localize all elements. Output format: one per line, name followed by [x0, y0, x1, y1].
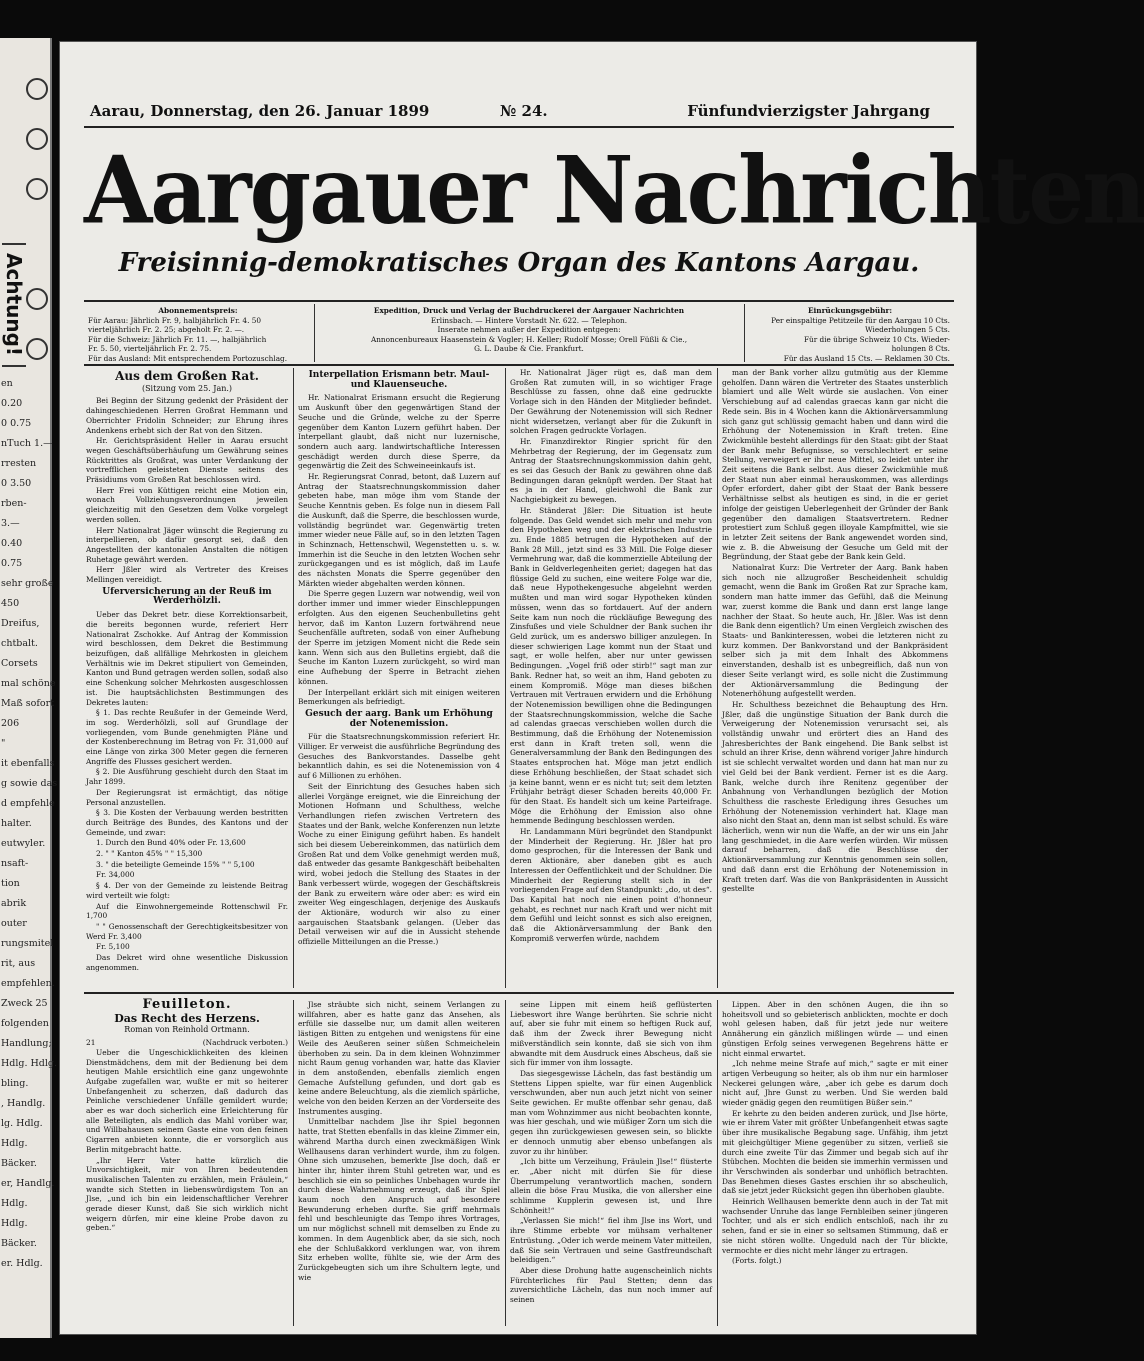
edge-text-fragment: 206 [1, 718, 20, 729]
edge-text-fragment: rit, aus [1, 958, 36, 969]
feuilleton-meta [86, 1038, 288, 1048]
paragraph: Hr. Ständerat Jßler: Die Situation ist heute folgende. Das Geld wendet sich mehr und mehr von den Hypotheken weg und der elektrischen Industrie zu. Ende 1885 betrugen die Hypotheken auf der Bank 28 Mill., jetzt sind es 33 Mill. Die Folge dieser Vermehrung war, daß die kommerzielle Abteilung der Bank in Geldverlegenheiten geriet; dagegen hat das flüssige Geld zu suchen, eine weitere Folge war die, daß neue Hypothekengesuche abgelehnt werden mußten und man wird sogar Hypotheken künden müssen, wenn das so fortdauert. Auf der andern Seite kam nun noch die rückläufige Bewegung des Zinsfußes und viele Schuldner der Bank suchen ihr Geld zurück, um es anderswo billiger anzulegen. In dieser schwierigen Lage kommt nun der Staat und sagt, er wolle helfen, aber nur unter gewissen Bedingungen. „Vogel friß oder stirb!“ sagt man zur Bank. Redner hat, so weit an ihm, Hand geboten zu einem Kompromiß. Möge man dieses bißchen Vertrauen mit Vertrauen erwidern und die Erhöhung der Notenemission bewilligen ohne die Bedingungen der Staatsrechnungskommission, welche die Sache ad calendas graecas verschieben wollen durch die Bestimmung, daß die Erhöhung der Notenemission erst dann in Kraft treten soll, wenn die Generalversammlung der Bank den Bedingungen des Staates entsprochen hat. Möge man jetzt endlich diese Erhöhung beschließen, der Staat schadet sich ja keine bannt, wenn er es nicht tut; seit dem letzten Frühjahr beträgt dieser Schaden bereits 40,000 Fr. für den Staat. Es handelt sich um keine Parteifrage. Möge die Erhöhung der Emission also ohne hemmende Bedingung beschlossen werden. [510, 505, 712, 826]
edge-text-fragment: 450 [1, 598, 20, 609]
paragraph: Der Regierungsrat ist ermächtigt, das nötige Personal anzustellen. [86, 787, 288, 807]
paragraph: Hr. Regierungsrat Conrad, betont, daß Luzern auf Antrag der Staatsrechnungskommission daher gebeten habe, man möge ihm vom Stande der Seuche Kenntnis geben. Es folge nun in diesem Fall die Auskunft, daß die Sperre, die beschlossen wurde, vollständig begründet war. Gegenwärtig treten immer wieder neue Fälle auf, so in den letzten Tagen in Schinznach, Hettenschwil, Wegenstetten u. s. w. Immerhin ist die Seuche in den letzten Wochen sehr zurückgegangen und es ist möglich, daß im Laufe des nächsten Monats die Sperre gegenüber den Märkten wieder abgehalten werden können. [298, 472, 500, 588]
installment-number: 21 [86, 1038, 96, 1048]
edge-text-fragment: it ebenfalls [1, 758, 55, 769]
feuilleton-label: Feuilleton. [142, 997, 232, 1012]
paragraph: Nationalrat Kurz: Die Vertreter der Aarg. Bank haben sich noch nie allzugroßer Bescheidenheit schuldig gemacht, wenn die Bank im Großen Rat zur Sprache kam, sondern man hatte immer das Gefühl, daß die Meinung war, zuerst komme die Bank und dann erst lange lange nachher der Staat. So heute auch, Hr. Jßler. Was ist denn die Bank denn eigentlich? Um einen Vergleich zwischen des Staats- und Bankinteressen, wobei die letzteren nicht zu kurz kommen. Der Bankvorstand und der Bankpräsident selber sich ja mit dem Inhalt des Abkommens einverstanden, deshalb ist es unbegreiflich, daß nun von dieser Seite verlangt wird, es solle nicht die Zustimmung der Aktionärversammlung die Bedingung der Notenerhöhung aufgestellt werden. [722, 563, 948, 699]
article-title: Interpellation Erismann betr. Maul- und Klauenseuche. [308, 370, 490, 390]
feuilleton-col-1 [86, 997, 288, 1326]
edge-text-fragment: folgenden [1, 1018, 49, 1029]
info-line: Erlinsbach. — Hintere Vorstadt Nr. 622. — Telephon. [430, 315, 628, 325]
edge-text-fragment: tion [1, 878, 20, 889]
edge-text-fragment: en [1, 378, 13, 389]
reprint-notice: (Nachdruck verboten.) [202, 1038, 288, 1048]
paragraph: Bei Beginn der Sitzung gedenkt der Präsident der dahingeschiedenen Herren Großrat Hemmann und Oberrichter Fridolin Schneider; zur Ehrung ihres Andenkens erhebt sich der Rat von den Sitzen. [86, 396, 288, 435]
paragraph: § 2. Die Ausführung geschieht durch den Staat im Jahr 1899. [86, 767, 288, 787]
achtung-banner: Achtung! [2, 243, 26, 367]
paragraph: Lippen. Aber in den schönen Augen, die ihn so hoheitsvoll und so gebieterisch anblickten, mochte er doch wohl gelesen haben, daß für jetzt jede nur weitere Annäherung ein gänzlich mißlingen würde — und einen günstigen Erfolg seines verwegenen Begehrens hätte er nicht einmal erwartet. [722, 1000, 948, 1058]
publication-info-bar [84, 300, 954, 366]
paragraph: Hr. Finanzdirektor Ringier spricht für den Mehrbetrag der Regierung, der im Gegensatz zum Antrag der Staatsrechnungskommission dahin geht, es sei das Gesuch der Bank zu gewähren ohne daß Bedingungen daran geknüpft werden. Der Staat hat es ja in der Hand, gleichwohl die Bank zur Nachgiebigkeit zu bewegen. [510, 436, 712, 505]
article-bank-debate-cont [722, 368, 948, 988]
subscription-prices [88, 306, 308, 362]
divider [314, 304, 315, 362]
edge-text-fragment: g sowie das [1, 778, 58, 789]
paragraph: Aber diese Drohung hatte augenscheinlich nichts Fürchterliches für Paul Stetten; denn das zuversichtliche Lächeln, das nun noch immer auf seinen [510, 1265, 712, 1305]
edge-text-fragment: 0 3.50 [1, 478, 32, 489]
edge-text-fragment: " [1, 738, 6, 749]
paragraph: Heinrich Wellhausen bemerkte denn auch in der Tat mit wachsender Unruhe das lange Fernbleiben seiner jüngeren Tochter, und als er sich endlich entschloß, nach ihr zu sehen, fand er sie in einer so seltsamen Stimmung, daß er sie nicht stören wollte. Ungeduld nach der Tür blickte, vermochte er dies nicht mehr länger zu ertragen. [722, 1197, 948, 1255]
feuilleton-byline: Roman von Reinhold Ortmann. [124, 1025, 250, 1035]
edge-text-fragment: halter. [1, 818, 32, 829]
paragraph: Jlse sträubte sich nicht, seinem Verlangen zu willfahren, aber es hatte ganz das Ansehen, als erfülle sie dasselbe nur, um damit allen weiteren lästigen Bitten zu entgehen und wenigstens für eine Weile des Aeußeren seiner süßen Schmeichelein überhoben zu sein. Da in dem kleinen Wohnzimmer nicht Raum genug vorhanden war, hatte das Klavier in dem anstoßenden, ebenfalls ziemlich engen Gemache Aufstellung gefunden, und dort gab es keine andere Beleuchtung, als die ziemlich spärliche, welche von den beiden Kerzen an der Vorderseite des Instrumentes ausging. [298, 1000, 500, 1116]
info-line: holungen 8 Cts. [891, 344, 950, 354]
feuilleton-col-2 [298, 1000, 500, 1326]
edge-text-fragment: Maß sofort [1, 698, 54, 709]
ad-rates [750, 306, 950, 362]
article-subhead: Uferversicherung an der Reuß im Werderhölzli. [102, 586, 272, 607]
column-divider [717, 1000, 718, 1326]
issue-date: Aarau, Donnerstag, den 26. Januar 1899 [90, 102, 430, 120]
edge-text-fragment: 0.75 [1, 558, 23, 569]
edge-text-fragment: eutwyler. [1, 838, 46, 849]
paragraph: 3. " die beteiligte Gemeinde 15% " " 5,100 [96, 859, 255, 869]
edge-text-fragment: nsaft- [1, 858, 29, 869]
edge-text-fragment: Hdlg. [1, 1198, 28, 1209]
edge-text-fragment: Bäcker. [1, 1238, 37, 1249]
edge-text-fragment: rresten [1, 458, 37, 469]
column-divider [717, 368, 718, 988]
article-interpellation [298, 368, 500, 988]
edge-text-fragment: chtbalt. [1, 638, 38, 649]
paragraph: Hr. Gerichtspräsident Heller in Aarau ersucht wegen Geschäftsüberhäufung um Gewährung seines Rücktrittes als Großrat, was unter Verdankung der vortrefflichen geleisteten Dienste seitens des Präsidiums vom Großen Rat beschlossen wird. [86, 436, 288, 485]
paragraph: Der Interpellant erklärt sich mit einigen weiteren Bemerkungen als befriedigt. [298, 687, 500, 707]
top-rule [84, 126, 954, 128]
paragraph: § 1. Das rechte Reußufer in der Gemeinde Werd, im sog. Werderhölzli, soll auf Grundlage der vorliegenden, vom Bunde genehmigten Pläne und der Kostenberechnung im Betrag von Fr. 31,000 auf eine Länge von zirka 300 Meter gegen die ferneren Angriffe des Flusses gesichert werden. [86, 708, 288, 766]
paragraph: " " Genossenschaft der Gerechtigkeitsbesitzer von Werd Fr. 3,400 [86, 921, 288, 941]
paragraph: „Verlassen Sie mich!“ fiel ihm Jlse ins Wort, und ihre Stimme erbebte vor mühsam verhaltener Entrüstung. „Oder ich werde meinem Vater mitteilen, daß Sie sein Vertrauen und seine Gastfreundschaft beleidigen.“ [510, 1216, 712, 1265]
article-bank-debate [510, 368, 712, 988]
volume-year: Fünfundvierzigster Jahrgang [687, 102, 930, 120]
paragraph: 2. " " Kanton 45% " " 15,300 [96, 849, 203, 859]
divider [744, 304, 745, 362]
info-line: vierteljährlich Fr. 2. 25; abgeholt Fr. 2. —. [88, 325, 245, 335]
paragraph: § 4. Der von der Gemeinde zu leistende Beitrag wird verteilt wie folgt: [86, 881, 288, 900]
paragraph: Seit der Einrichtung des Gesuches haben sich allerlei Vorgänge ereignet, wie die Einreichung der Motionen Hofmann und Schulthess, welche Verhandlungen riefen zwischen Vertretern des Staates und der Bank, welche Konferenzen nun letzte Woche zu einer Einigung geführt haben. Es handelt sich bei diesem Uebereinkommen, das natürlich dem Großen Rat und dem Volke genehmigt werden muß, daß entweder das gesamte Bankgeschäft beibehalten wird, wobei jedoch die Stellung des Staates in der Bank verbessert würde, wogegen der Geschäftskreis der Bank zu erweitern wäre oder aber: es wird ein zweiter Weg eingeschlagen, derjenige des Auskaufs der Aktionäre, wodurch wir also zu einer aargauischen Staatsbank gelangen. (Ueber das Detail verweisen wir auf die in Aussicht stehende offizielle Mitteilungen an die Presse.) [298, 781, 500, 947]
paragraph: Auf die Einwohnergemeinde Rottenschwil Fr. 1,700 [86, 901, 288, 921]
edge-text-fragment: 0 0.75 [1, 418, 32, 429]
info-line: Wiederholungen 5 Cts. [865, 325, 950, 335]
edge-text-fragment: abrik [1, 898, 27, 909]
edge-text-fragment: Hdlg. Hdlg. [1, 1058, 58, 1069]
edge-text-fragment: bling. [1, 1078, 29, 1089]
edge-text-fragment: Corsets [1, 658, 38, 669]
paragraph: Die Sperre gegen Luzern war notwendig, weil von dorther immer und immer wieder Einschleppungen erfolgten. Aus den eigenen Seuchenbulletins geht hervor, daß im Kanton Luzern fortwährend neue Seuchenfälle auftreten, sodaß von einer Aufhebung der Sperre im jetzigen Moment nicht die Rede sein kann. Wenn sich aus den Bulletins ergiebt, daß die Seuche im Kanton Luzern zurückgeht, so wird man eine Aufhebung der Sperre in Betracht ziehen können. [298, 589, 500, 686]
paragraph: § 3. Die Kosten der Verbauung werden bestritten durch Beiträge des Bundes, des Kantons und der Gemeinde, und zwar: [86, 808, 288, 837]
info-line: Per einspaltige Petitzeile für den Aargau 10 Cts. [771, 315, 950, 325]
info-line: Annoncenbureaux Haasenstein & Vogler; H. Keller; Rudolf Mosse; Orell Füßli & Cie., [370, 334, 688, 344]
paragraph: Herr Jßler wird als Vertreter des Kreises Mellingen vereidigt. [86, 565, 288, 585]
paragraph: Herr Frei von Küttigen reicht eine Motion ein, wonach Vollziehungsverordnungen jeweilen gleichzeitig mit den Gesetzen dem Volke vorgelegt werden sollen. [86, 485, 288, 524]
edge-text-fragment: er, Handlg. [1, 1178, 55, 1189]
paragraph: Das siegesgewisse Lächeln, das fast beständig um Stettens Lippen spielte, war für einen Augenblick verschwunden, aber nun auch jetzt nicht von seiner Seite gewichen. Er mußte offenbar sehr genau, daß man vom Wohnzimmer aus nicht beobachten konnte, was hier geschah, und wie müßiger Zorn um sich die gegen ihn zurückgewiesen gewesen sein, so blickte er dennoch unmutig aber ebenso unbefangen als zuvor zu ihr hinüber. [510, 1068, 712, 1156]
info-line: Fr. 5. 50, vierteljährlich Fr. 2. 75. [88, 344, 212, 354]
issue-number: № 24. [500, 102, 548, 120]
edge-text-fragment: sehr große [1, 578, 54, 589]
paragraph: „Ich bitte um Verzeihung, Fräulein Jlse!“ flüsterte er. „Aber nicht mit dürfen Sie für diese Überrumpelung verantwortlich machen, sondern allein die böse Frau Musika, die von allersher eine schlimme Kupplerin gewesen ist, und Ihre Schönheit!“ [510, 1157, 712, 1215]
edge-text-fragment: 3.— [1, 518, 20, 529]
info-line: Für das Ausland: Mit entsprechendem Portozuschlag. [88, 353, 288, 363]
edge-text-fragment: 0.20 [1, 398, 23, 409]
edge-text-fragment: empfehlen. [1, 978, 55, 989]
feuilleton-title: Das Recht des Herzens. [114, 1011, 260, 1025]
newspaper-page [60, 42, 1144, 1334]
article-grosser-rat [86, 368, 288, 988]
paragraph: Für die Staatsrechnungskommission referiert Hr. Villiger. Er verweist die ausführliche Begründung des Gesuches des Bankvorstandes. Dasselbe geht bekanntlich dahin, es sei die Notenemission von 4 auf 6 Millionen zu erhöhen. [298, 732, 500, 781]
feuilleton-col-4 [722, 1000, 948, 1326]
column-divider [505, 1000, 506, 1326]
flower-ornament-icon [26, 288, 48, 310]
edge-text-fragment: Dreifus, [1, 618, 40, 629]
paragraph: man der Bank vorher allzu gutmütig aus der Klemme geholfen. Dann wären die Vertreter des Staates unsterblich blamiert und alle Welt würde sie auslachen. Von einer Verschiebung auf ad calendas graecas kann gar nicht die Rede sein. Bis in 4 Wochen kann die Aktionärversammlung sich ganz gut schlüssig gemacht haben und dann wird die Erhöhung der Notenemission in Kraft treten. Eine Zwickmühle besteht allerdings für den Staat: gibt der Staat der Bank mehr Befugnisse, so verschlechtert er seine Stellung, verweigert er ihr neue Mittel, so leidet unter ihr Zeit seitens die Bank selbst. Aus dieser Zwickmühle muß der Staat nun aber einmal herauskommen, was allerdings Opfer erfordert, daher gibt der Staat der Bank bessere Verhältnisse selbst als heutigen es sind, in die er geriet infolge der geistigen Ueberlegenheit der Gründer der Bank gegenüber den damaligen Staatsvertretern. Redner protestiert zum Schluß gegen illoyale Kampfmittel, wie sie in letzter Zeit seitens der Bank angewendet worden sind, wie z. B. die Abweisung der Gesuche um Geld mit der Begründung, der Staat gebe der Bank kein Geld. [722, 368, 948, 562]
flower-ornament-icon [26, 78, 48, 100]
paragraph: Hr. Nationalrat Erismann ersucht die Regierung um Auskunft über den gegenwärtigen Stand der Seuche und die Gründe, welche zu der Sperre gegenüber dem Kanton Luzern geführt haben. Der Interpellant glaubt, daß nicht nur luzernische, sondern auch aarg. landwirtschaftliche Interessen geschädigt werden durch diese Sperre, da gegenwärtig die Zeit des Schweineeinkaufs ist. [298, 393, 500, 471]
subscription-title: Abonnementspreis: [158, 306, 238, 315]
masthead-subtitle: Freisinnig-demokratisches Organ des Kantons Aargau. [118, 248, 920, 278]
edge-text-fragment: 0.40 [1, 538, 23, 549]
paragraph: Fr. 34,000 [96, 870, 135, 880]
edge-text-fragment: Hdlg. [1, 1218, 28, 1229]
feuilleton-col-3 [510, 1000, 712, 1326]
edge-text-fragment: d empfehle [1, 798, 55, 809]
article-caption: (Sitzung vom 25. Jan.) [141, 383, 233, 393]
edge-text-fragment: nTuch 1.— [1, 438, 53, 449]
paragraph: Ueber die Ungeschicklichkeiten des kleinen Dienstmädchens, dem mit der Bedienung bei dem heutigen Mahle ersichtlich eine ganz ungewohnte Aufgabe zugefallen war, wußte er mit so heiterer Unbefangenheit zu scherzen, daß dadurch das Peinliche verschiedener Unfälle gemildert wurde; aber es war doch sicherlich eine Erleichterung für alle Beteiligten, als endlich das Mahl vorüber war, und Willbahausen seinem Gaste eine von den feinen Cigarren anbieten konnte, die er vorsorglich aus Berlin mitgebracht hatte. [86, 1047, 288, 1154]
article-title: Aus dem Großen Rat. [115, 369, 259, 383]
info-line: Für die Schweiz: Jährlich Fr. 11. —, halbjährlich [88, 334, 267, 344]
masthead: Aargauer Nachrichten [84, 135, 1144, 245]
edge-text-fragment: Handlung; [1, 1038, 52, 1049]
edge-text-fragment: , Handlg. [1, 1098, 46, 1109]
paragraph: seine Lippen mit einem heiß geflüsterten Liebeswort ihre Wange berührten. Sie schrie nicht auf, aber sie fuhr mit einem so heftigen Ruck auf, daß ihm der Zweck ihrer Bewegung nicht mißverständlich sein konnte, daß sie sich von ihm abwandte mit dem Ausdruck eines Abscheus, daß sie sich für immer von ihm lossagte. [510, 1000, 712, 1068]
info-line: Für die übrige Schweiz 10 Cts. Wieder- [803, 334, 950, 344]
paragraph: Unmittelbar nachdem Jlse ihr Spiel begonnen hatte, trat Stetten ebenfalls in das kleine Zimmer ein, während Martha durch einen zweckmäßigen Wink Wellhausens daran verhindert wurde, ihm zu folgen. Ohne sich umzusehen, bemerkte Jlse doch, daß er hinter ihr, hinter ihrem Stuhl getreten war, und es beschlich sie ein so peinliches Unbehagen wurde ihr durch diese Wahrnehmung erzeugt, daß ihr Spiel kaum noch den Anspruch auf besondere Bewunderung erheben durfte. Sie griff mehrmals fehl und beschleunigte das Tempo ihres Vortrages, um nur möglichst schnell mit demselben zu Ende zu kommen. In dem Augenblick aber, da sie sich, noch ehe der Schlußakkord verklungen war, von ihrem Sitz erheben wollte, fühlte sie, wie der Arm des Zurückgebeugten sich um ihre Schultern legte, und wie [298, 1117, 500, 1282]
edge-text-fragment: rungsmitel [1, 938, 54, 949]
info-line: Inserate nehmen außer der Expedition entgegen: [437, 325, 621, 335]
paragraph: Fr. 5,100 [96, 942, 130, 952]
paragraph: Hr. Schulthess bezeichnet die Behauptung des Hrn. Jßler, daß die ungünstige Situation der Bank durch die Verweigerung der Notenemission verursacht sei, als vollständig unwahr und erörtert dies an Hand des Jahresberichtes der Bank eingehend. Die Bank selbst ist schuld an ihrer Krise, denn während voriger Jahre hindurch ist sie schlecht verwaltet worden und dann hat man nur zu viel Geld bei der Bank verdient. Ferner ist es die Aarg. Bank, welche durch ihre Renitenz gegenüber der Anbahnung von Verhandlungen bezüglich der Motion Schulthess die rascheste Erledigung ihres Gesuches um Erhöhung der Notenemission verhindert hat. Klage man also nicht den Staat an, denn man ist selbst schuld. Es wäre lächerlich, wenn wir nun die Waffe, an der wir uns ein Jahr lang geschmiedet, in die Aare werfen würden. Wir müssen darauf beharren, daß die Beschlüsse der Aktionärversammlung zur Kenntnis genommen sein sollen, und daß dann erst die Erhöhung der Notenemission in Kraft treten darf. Was die von Bankpräsidenten in Aussicht gestellte [722, 699, 948, 894]
publisher-info [320, 306, 738, 362]
column-divider [505, 368, 506, 988]
paragraph: „Ich nehme meine Strafe auf mich,“ sagte er mit einer artigen Verbeugung so heiter, als ob ihm nur ein harmloser Neckerei gelungen wäre, „aber ich gebe es darum doch nicht auf, Jhre Gunst zu werben. Und Sie werden bald wieder gnädig gegen den reumütigen Büßer sein.“ [722, 1059, 948, 1108]
paragraph: Hr. Landammann Müri begründet den Standpunkt der Minderheit der Regierung. Hr. Jßler hat pro domo gesprochen, für die Interessen der Bank und deren Aktionäre, aber daneben gibt es auch Interessen der Oeffentlichkeit und der Schuldner. Die Minderheit der Regierung stellt sich in der vorliegenden Frage auf den Standpunkt: „do, ut des“. Das Kapital hat noch nie einen point d'honneur gehabt, es rechnet nur nach Kraft und wer nicht mit dem Gefühl und leicht sonnst es sich also ereignen, daß die Aktionärversammlung der Bank den Kompromiß verwerfen würde, nachdem [510, 827, 712, 943]
edge-text-fragment: rben- [1, 498, 27, 509]
paragraph: Ueber das Dekret betr. diese Korrektionsarbeit, die bereits begonnen wurde, referiert Herr Nationalrat Zschokke. Auf Antrag der Kommission wird beschlossen, dem Dekret die Bestimmung beizufügen, daß allfällige Mehrkosten in gleichem Verhältnis wie im Dekret stipuliert von Gemeinden, Kanton und Bund getragen werden sollen, sodaß also eine Schenkung solcher Mehrkosten ausgeschlossen ist. Die hauptsächlichsten Bestimmungen des Dekretes lauten: [86, 610, 288, 707]
info-line: Für Aarau: Jährlich Fr. 9, halbjährlich Fr. 4. 50 [88, 315, 261, 325]
edge-text-fragment: lg. Hdlg. [1, 1118, 43, 1129]
article-subhead: Gesuch der aarg. Bank um Erhöhung der Notenemission. [305, 708, 493, 729]
info-line: Für das Ausland 15 Cts. — Reklamen 30 Cts. [783, 353, 950, 363]
edge-text-fragment: er. Hdlg. [1, 1258, 43, 1269]
previous-page-edge [0, 38, 58, 1338]
edge-text-fragment: Hdlg. [1, 1138, 28, 1149]
paragraph: Hr. Nationalrat Jäger rügt es, daß man dem Großen Rat zumuten will, in so wichtiger Frage Beschlüsse zu fassen, ohne daß eine gedruckte Vorlage sich in den Händen der Mitglieder befindet. Der Gewährung der Notenemission will sich Redner nicht widersetzen, verlangt aber für die Zukunft in solchen Fragen gedruckte Vorlagen. [510, 368, 712, 436]
paragraph: (Forts. folgt.) [732, 1256, 782, 1266]
edge-text-fragment: mal schöne [1, 678, 56, 689]
edge-text-fragment: Bäcker. [1, 1158, 37, 1169]
edge-text-fragment: Zweck 25 [1, 998, 48, 1009]
paragraph: Das Dekret wird ohne wesentliche Diskussion angenommen. [86, 953, 288, 972]
paragraph: „Ihr Herr Vater hatte kürzlich die Unvorsichtigkeit, mir von Ihren bedeutenden musikalischen Talenten zu erzählen, mein Fräulein,“ wandte sich Stetten in liebenswürdigstem Ton an Jlse, „und ich bin ein leidenschaftlicher Verehrer gerade dieser Kunst, daß Sie sich wirklich nicht weigern dürfen, mir eine kleine Probe davon zu geben.“ [86, 1155, 288, 1233]
paragraph: Er kehrte zu den beiden anderen zurück, und Jlse hörte, wie er ihrem Vater mit größter Unbefangenheit etwas sagte über ihre musikalische Begabung sage. Unfähig, ihm jetzt mit gleichgültiger Miene gegenüber zu sitzen, verließ sie durch eine zweite Tür das Zimmer und begab sich auf ihr Stübchen. Mochten die beiden sie immerhin vermissen und ihr Verschwinden als sonderbar und unhöflich betrachten. Das Benehmen dieses Gastes erschien ihr so abscheulich, daß sie jetzt jeder Rücksicht gegen ihn überhoben glaubte. [722, 1108, 948, 1196]
edge-text-fragment: outer [1, 918, 27, 929]
paragraph: Herr Nationalrat Jäger wünscht die Regierung zu interpellieren, ob dafür gesorgt sei, daß den Angestellten der kantonalen Anstalten die nötigen Ruhetage gewährt werden. [86, 525, 288, 564]
column-divider [293, 1000, 294, 1326]
feuilleton-rule [84, 992, 954, 994]
flower-ornament-icon [26, 178, 48, 200]
publisher-title: Expedition, Druck und Verlag der Buchdruckerei der Aargauer Nachrichten [373, 306, 685, 315]
dateline [90, 100, 930, 124]
info-line: G. L. Daube & Cie. Frankfurt. [474, 344, 584, 354]
ad-rates-title: Einrückungsgebühr: [807, 306, 893, 315]
paragraph: 1. Durch den Bund 40% oder Fr. 13,600 [96, 838, 246, 848]
flower-ornament-icon [26, 338, 48, 360]
column-divider [293, 368, 294, 988]
flower-ornament-icon [26, 128, 48, 150]
